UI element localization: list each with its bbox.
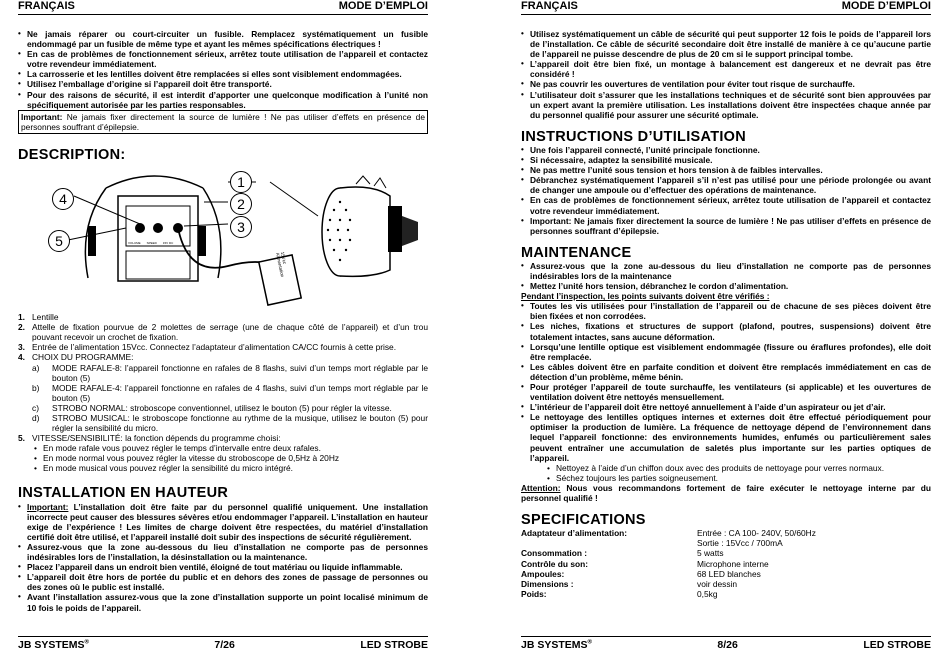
speed-list <box>34 443 428 473</box>
attention-note: Attention: Nous vous recommandons fortement de faire exécuter le nettoyage interne par du personnel qualifié ! <box>521 482 931 504</box>
list-item: • Le nettoyage des lentilles optiques internes et externes doit être effectué périodiquement pour optimiser la production de lumière. La fréquence de nettoyage dépend de l’environnement dans lequel l’appareil fonctionne: des environnements humides, enfumés ou particulièrement sales peuvent entraîner une accumulation de saletés plus importante sur les parties optiques de l’appareil. <box>521 412 931 462</box>
header-title: MODE D’EMPLOI <box>841 0 931 12</box>
page-number: 7/26 <box>214 639 235 651</box>
list-item: • L’appareil doit être hors de portée du public et en dehors des zones de passage de personnes ou des zones où le public est installé. <box>18 572 428 592</box>
warning-box: Important: Ne jamais fixer directement la source de lumière ! Ne pas utiliser d’effets en présence de personnes souffrant d’épilepsie. <box>18 110 428 134</box>
cleaning-list <box>547 463 931 483</box>
page-header <box>18 0 428 15</box>
callout-3: 3 <box>230 216 252 238</box>
header-language: FRANÇAIS <box>521 0 578 12</box>
safety-list <box>18 29 428 110</box>
list-item: • En mode normal vous pouvez régler la vitesse du stroboscope de 0,5Hz à 20Hz <box>34 453 428 463</box>
list-item: b) MODE RAFALE-4: l’appareil fonctionne en rafales de 4 flashs, suivi d’un temps mort réglable par le bouton (5) <box>32 382 428 403</box>
callout-5: 5 <box>48 230 70 252</box>
section-title-usage: INSTRUCTIONS D’UTILISATION <box>521 128 747 145</box>
inspection-heading: Pendant l’inspection, les points suivants doivent être vérifiés : <box>521 291 770 302</box>
list-item: • Utilisez systématiquement un câble de sécurité qui peut supporter 12 fois le poids de l’appareil lors de l’installation. Ce câble de sécurité secondaire doit être installé de manière à ce qu’aucune partie de l’appareil ne puisse descendre de plus de 20 cm si le support principal tombe. <box>521 29 931 59</box>
page-number: 8/26 <box>717 639 738 651</box>
list-item: • En mode musical vous pouvez régler la sensibilité du micro intégré. <box>34 463 428 473</box>
callout-4: 4 <box>52 188 74 210</box>
page-left <box>18 0 428 654</box>
list-item: • Important: Ne jamais fixer directement la source de lumière ! Ne pas utiliser d’effets en présence de personnes souffrant d’épilepsie. <box>521 216 931 236</box>
list-item: • Pour des raisons de sécurité, il est interdit d’apporter une quelconque modification à l’unité non spécifiquement autorisée par les parties responsables. <box>18 90 428 110</box>
footer-product: LED STROBE <box>360 639 428 651</box>
section-title-specifications: SPECIFICATIONS <box>521 512 646 529</box>
maintenance-list <box>521 261 931 291</box>
list-item: • Assurez-vous que la zone au-dessous du lieu d’installation ne comporte pas de personnes indésirables lors de l’installation, la désinstallation ou la maintenance. <box>18 542 428 562</box>
list-item: • Toutes les vis utilisées pour l’installation de l’appareil ou de chacune de ses pièces doivent être bien fixées et non corrodées. <box>521 301 931 321</box>
list-item: • L’utilisateur doit s’assurer que les installations techniques et de sécurité sont bien approuvées par un expert avant la première utilisation. Les installations doivent être inspectées chaque année par du personnel qualifié pour assurer une sécurité optimale. <box>521 90 931 120</box>
list-item: • Nettoyez à l’aide d’un chiffon doux avec des produits de nettoyage pour verres normaux. <box>547 463 931 473</box>
list-item: • Les câbles doivent être en parfaite condition et doivent être remplacés immédiatement en cas de détection d’un problème, même bénin. <box>521 362 931 382</box>
list-item: 3. Entrée de l’alimentation 15Vcc. Connectez l’adaptateur d’alimentation CA/CC fournis à cette prise. <box>18 342 397 353</box>
header-language: FRANÇAIS <box>18 0 75 12</box>
panel-labels: VOLUME SPEED 15V DC <box>128 241 174 246</box>
list-item: • Si nécessaire, adaptez la sensibilité musicale. <box>521 155 931 165</box>
section-title-description: DESCRIPTION: <box>18 146 126 163</box>
list-item: • Assurez-vous que la zone au-dessous du lieu d’installation ne comporte pas de personnes indésirables lors de la maintenance <box>521 261 931 281</box>
list-item: • Une fois l’appareil connecté, l’unité principale fonctionne. <box>521 145 931 155</box>
list-item: • Débranchez systématiquement l’appareil s’il n’est pas utilisé pour une période prolongée ou avant de changer une ampoule ou d’effectuer des opérations de maintenance. <box>521 175 931 195</box>
list-item: • En cas de problèmes de fonctionnement sérieux, arrêtez toute utilisation de l’appareil et contactez votre revendeur immédiatement. <box>521 195 931 215</box>
list-item: 4. CHOIX DU PROGRAMME: a) MODE RAFALE-8: l’appareil fonctionne en rafales de 8 flashs, suivi d’un temps mort réglable par le bouton (5) b) MODE RAFALE-4: l’appareil fonctionne en rafales de 4 flashs, suivi d’un temps mort réglable par le bouton (5) c) STROBO NORMAL: stroboscope conventionnel, utilisez le bouton (5) pour régler la vitesse. d) STROBO MUSICAL: le stroboscope fonctionne au rythme de la musique, utilisez le bouton (5) pour régler la sensibilité du micro. <box>18 352 428 434</box>
callout-2: 2 <box>230 193 252 215</box>
list-item: 5. VITESSE/SENSIBILITÉ: la fonction dépends du programme choisi: • En mode rafale vous pouvez régler le temps d’intervalle entre deux rafales. • En mode normal vous pouvez régler la vitesse du stroboscope de 0,5Hz à 20Hz • En mode musical vous pouvez régler la sensibilité du micro intégré. <box>18 433 428 473</box>
page-footer <box>18 636 428 651</box>
list-item: d) STROBO MUSICAL: le stroboscope fonctionne au rythme de la musique, utilisez le bouton (5) pour régler la sensibilité du micro. <box>32 412 428 434</box>
list-item: • L’intérieur de l’appareil doit être nettoyé annuellement à l’aide d’un aspirateur ou jet d’air. <box>521 402 931 412</box>
list-item: • Ne jamais réparer ou court-circuiter un fusible. Remplacez systématiquement un fusible endommagé par un fusible de même type et ayant les mêmes spécifications électriques ! <box>18 29 428 49</box>
list-item: • Avant l’installation assurez-vous que la zone d’installation supporte un point localisé minimum de 10 fois le poids de l’appareil. <box>18 592 428 612</box>
header-title: MODE D’EMPLOI <box>338 0 428 12</box>
product-drawing <box>18 166 428 306</box>
page-body <box>521 29 931 599</box>
list-item: • En cas de problèmes de fonctionnement sérieux, arrêtez toute utilisation de l’appareil et contactez votre revendeur immédiatement. <box>18 49 428 69</box>
list-item: • Lorsqu’une lentille optique est visiblement endommagée (fissure ou éraflures profondes), elle doit être remplacée. <box>521 342 931 362</box>
footer-product: LED STROBE <box>863 639 931 651</box>
list-item: 2. Attelle de fixation pourvue de 2 molettes de serrage (une de chaque côté de l’appareil) et d’un trou pouvant recevoir un crochet de fixation. <box>18 322 428 343</box>
footer-brand: JB SYSTEMS® <box>18 639 89 651</box>
page-right <box>521 0 931 654</box>
page-body <box>18 29 428 613</box>
inspection-list <box>521 301 931 463</box>
section-title-installation: INSTALLATION EN HAUTEUR <box>18 484 229 501</box>
footer-brand: JB SYSTEMS® <box>521 639 592 651</box>
list-item: • La carrosserie et les lentilles doivent être remplacées si elles sont visiblement endommagées. <box>18 69 428 79</box>
list-item: • L’appareil doit être bien fixé, un montage à balancement est dangereux et ne devrait pas être considéré ! <box>521 59 931 79</box>
list-item: • Ne pas couvrir les ouvertures de ventilation pour éviter tout risque de surchauffe. <box>521 79 931 89</box>
list-item: • Important: L’installation doit être faite par du personnel qualifié uniquement. Une installation incorrecte peut causer des blessures sévères et/ou endommager l’appareil. L’installation en hauteur exige de l’expérience ! Les limites de charge doivent être respectées, du matériel d’installation certifié doit être utilisé, et l’appareil installé doit subir des inspections de sécurité régulièrement. <box>18 502 428 542</box>
specifications-table: Adaptateur d’alimentation: Entrée : CA 100- 240V, 50/60Hz Sortie : 15Vcc / 700mA Consommation : 5 watts Contrôle du son: Microphone interne Ampoules: 68 LED blanches Dimensions : voir dessin Poids: 0,5kg <box>521 528 816 599</box>
list-item: • Séchez toujours les parties soigneusement. <box>547 473 931 483</box>
page-header <box>521 0 931 15</box>
safety-list <box>521 29 931 120</box>
list-item: • Ne pas mettre l’unité sous tension et hors tension à de faibles intervalles. <box>521 165 931 175</box>
list-item: • Les niches, fixations et structures de support (plafond, poutres, suspensions) doivent être totalement intactes, sans aucune déformation. <box>521 321 931 341</box>
list-item: • Utilisez l’emballage d’origine si l’appareil doit être transporté. <box>18 79 428 89</box>
installation-list <box>18 502 428 613</box>
list-item: • Pour protéger l’appareil de toute surchauffe, les ventilateurs (si applicable) et les ouvertures de ventilation doivent être nettoyés mensuellement. <box>521 382 931 402</box>
product-diagram <box>18 166 428 306</box>
adapter-label: 15Vcc Alimentation <box>274 251 288 278</box>
list-item: a) MODE RAFALE-8: l’appareil fonctionne en rafales de 8 flashs, suivi d’un temps mort réglable par le bouton (5) <box>32 362 428 383</box>
callout-1: 1 <box>230 171 252 193</box>
description-list <box>18 312 428 474</box>
list-item: • En mode rafale vous pouvez régler le temps d’intervalle entre deux rafales. <box>34 443 428 453</box>
usage-list <box>521 145 931 236</box>
list-item: c) STROBO NORMAL: stroboscope conventionnel, utilisez le bouton (5) pour régler la vitesse. <box>32 402 392 413</box>
list-item: • Placez l’appareil dans un endroit bien ventilé, éloigné de tout matériau ou liquide inflammable. <box>18 562 428 572</box>
section-title-maintenance: MAINTENANCE <box>521 244 632 261</box>
program-list <box>32 363 428 434</box>
list-item: 1. Lentille <box>18 312 59 323</box>
list-item: • Mettez l’unité hors tension, débranchez le cordon d’alimentation. <box>521 281 931 291</box>
page-footer <box>521 636 931 651</box>
